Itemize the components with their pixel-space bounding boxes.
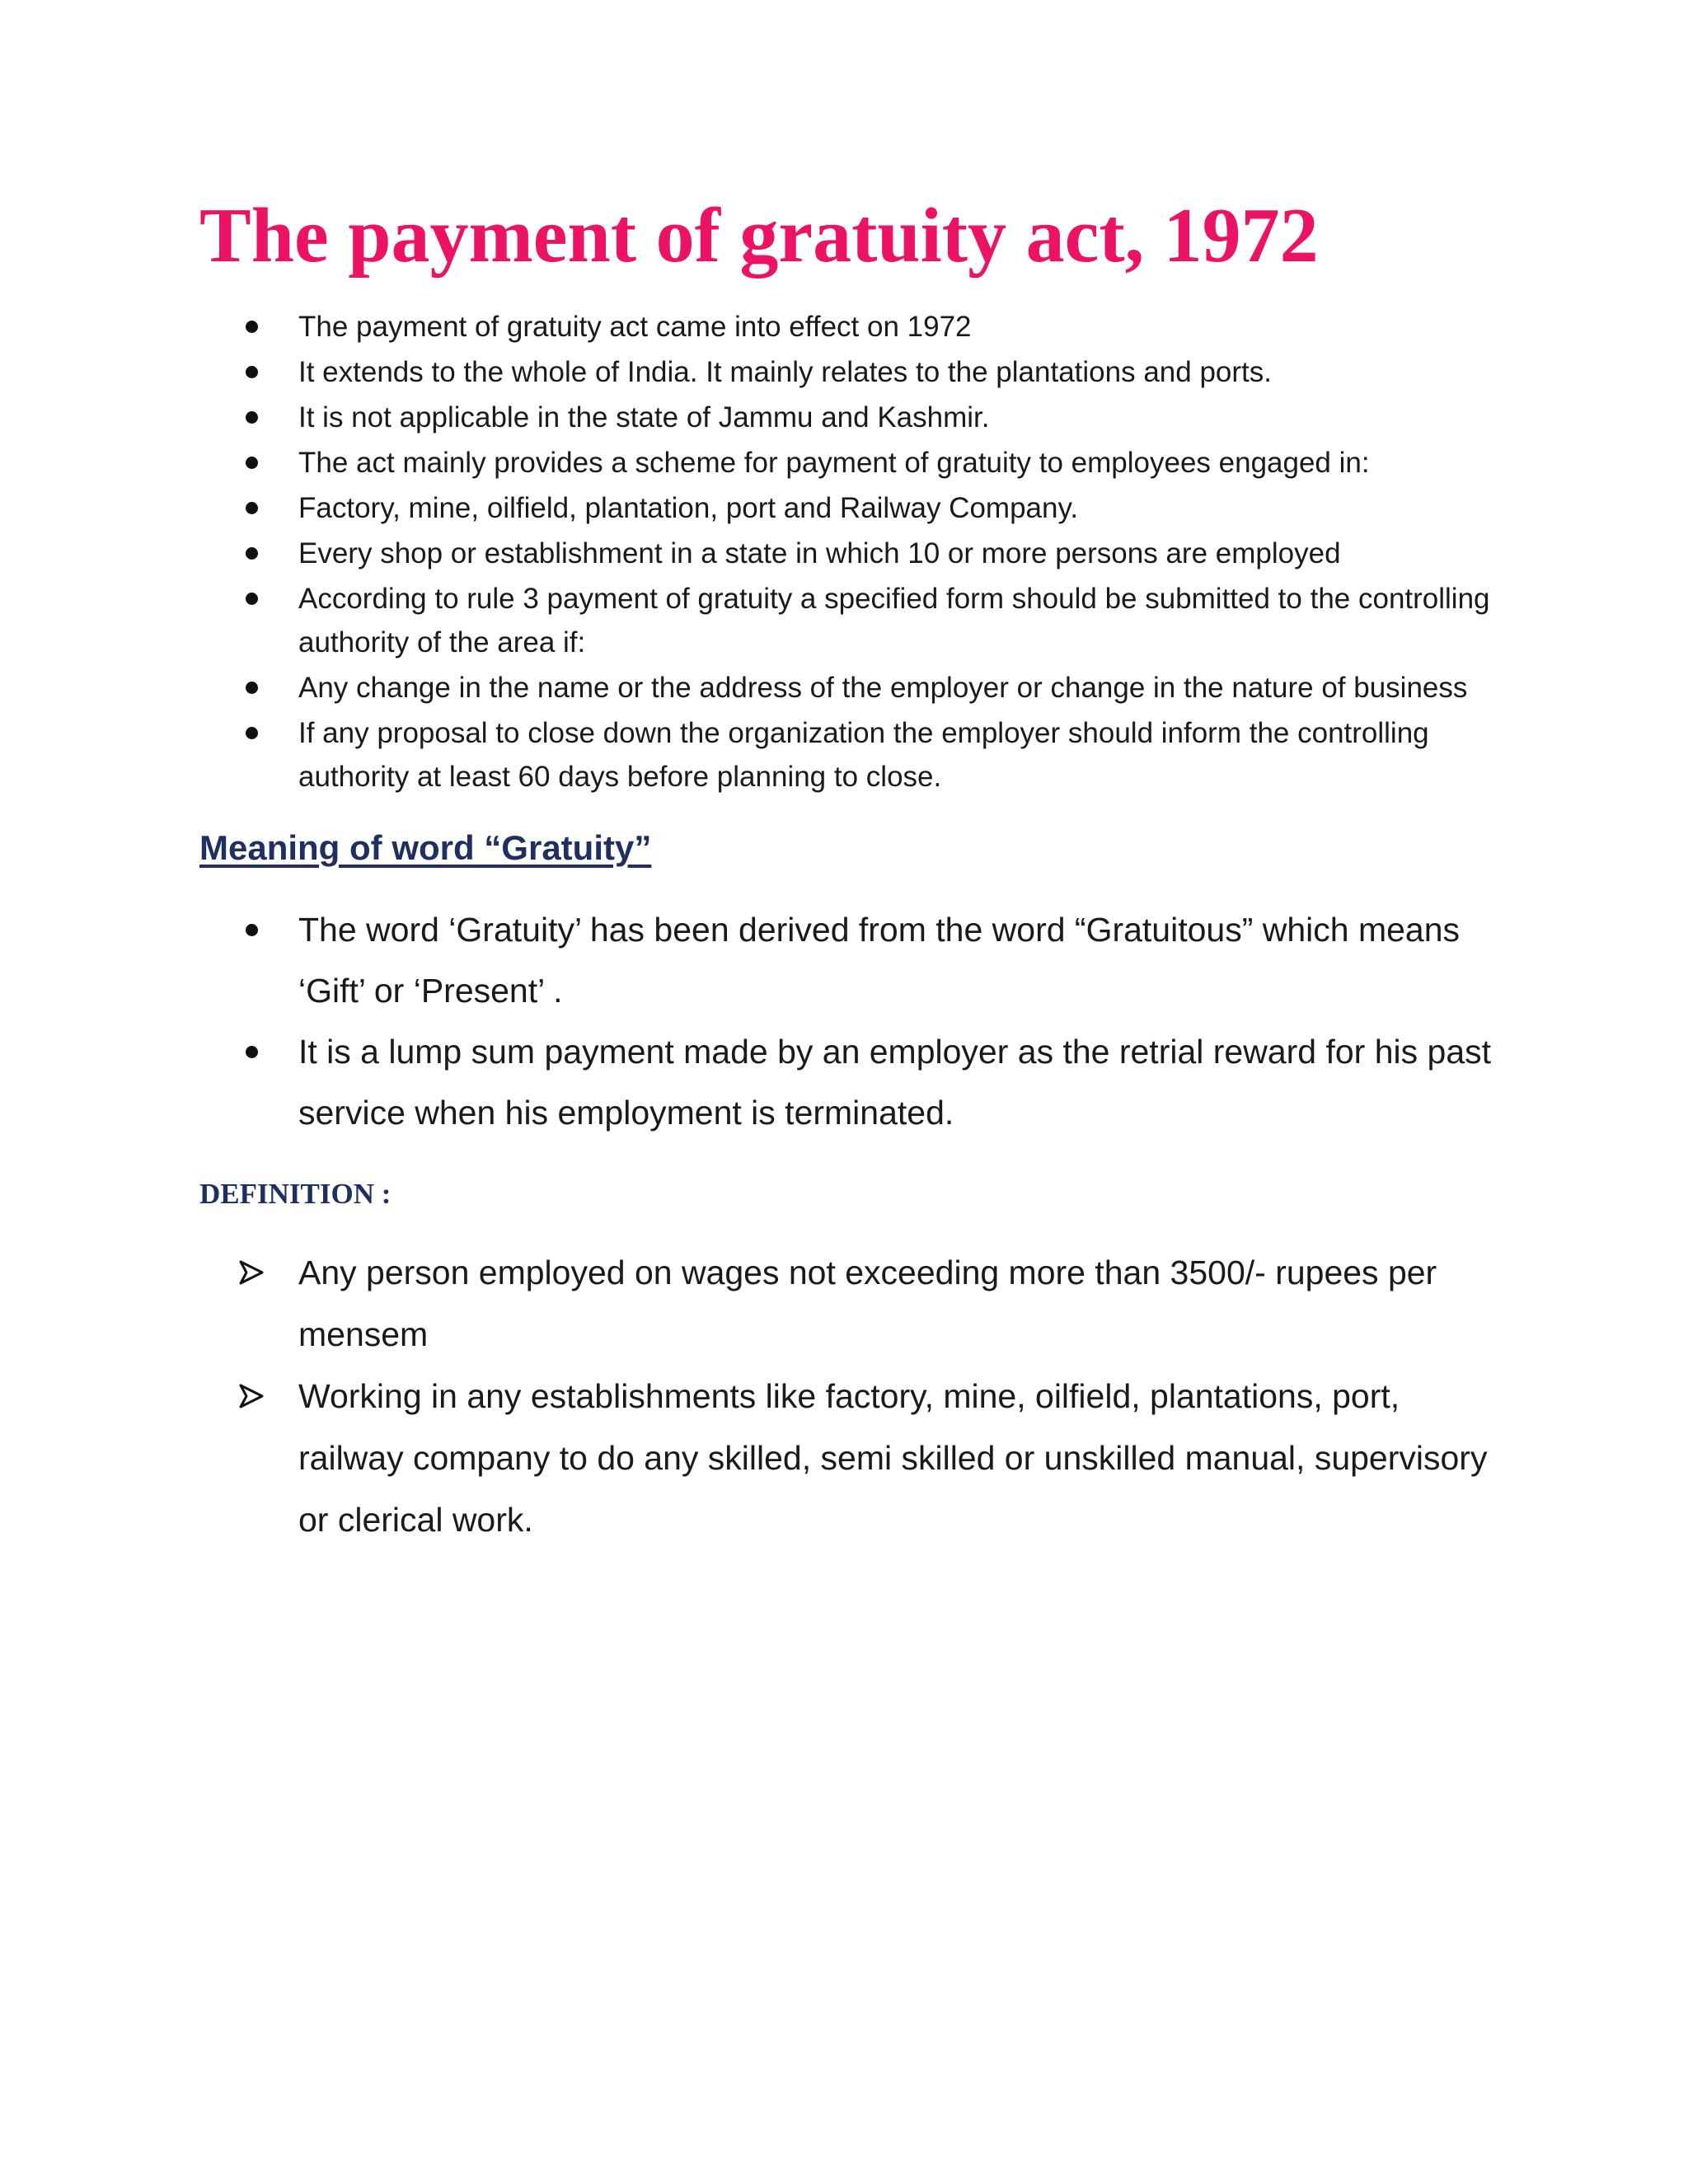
- list-item-text: Any change in the name or the address of the employer or change in the nature of business: [298, 672, 1468, 705]
- list-item-text: It is a lump sum payment made by an employer as the retrial reward for his past service when his employment is terminated.: [298, 1033, 1492, 1132]
- bullet-icon: [246, 924, 258, 936]
- bullet-icon: [246, 547, 258, 560]
- list-item: [199, 1366, 1502, 1551]
- list-item-text: Every shop or establishment in a state in which 10 or more persons are employed: [298, 537, 1341, 570]
- list-item-text: Working in any establishments like factory, mine, oilfield, plantations, port, railway company to do any skilled, semi skilled or unskilled manual, supervisory or clerical work.: [298, 1377, 1488, 1540]
- list-item: [199, 1242, 1502, 1366]
- bullet-icon: [246, 593, 258, 605]
- list-item-text: Any person employed on wages not exceeding more than 3500/- rupees per mensem: [298, 1254, 1437, 1354]
- list-item: [199, 577, 1502, 664]
- list-item: [199, 441, 1502, 485]
- bullet-icon: [246, 411, 258, 424]
- list-item-text: The word ‘Gratuity’ has been derived from the word “Gratuitous” which means ‘Gift’ or ‘Present’ .: [298, 911, 1461, 1010]
- list-item: [199, 899, 1502, 1021]
- meaning-heading: Meaning of word “Gratuity”: [199, 828, 652, 868]
- arrow-bullet-icon: [237, 1258, 265, 1286]
- list-item: [199, 532, 1502, 575]
- document-title: The payment of gratuity act, 1972: [199, 193, 1319, 279]
- list-item: [199, 350, 1502, 394]
- meaning-list: [199, 899, 1502, 1143]
- list-item-text: According to rule 3 payment of gratuity a specified form should be submitted to the controlling authority of the area if:: [298, 583, 1490, 659]
- list-item: [199, 396, 1502, 439]
- intro-list: [199, 305, 1502, 799]
- bullet-icon: [246, 366, 258, 378]
- bullet-icon: [246, 727, 258, 739]
- list-item: [199, 305, 1502, 349]
- list-item-text: The act mainly provides a scheme for payment of gratuity to employees engaged in:: [298, 447, 1370, 480]
- list-item: [199, 666, 1502, 710]
- bullet-icon: [246, 457, 258, 469]
- document-page: [199, 191, 1502, 1551]
- list-item-text: It extends to the whole of India. It mainly relates to the plantations and ports.: [298, 356, 1272, 389]
- bullet-icon: [246, 321, 258, 333]
- arrow-bullet-icon: [237, 1382, 265, 1410]
- bullet-icon: [246, 1046, 258, 1058]
- definition-heading: DEFINITION :: [199, 1178, 392, 1211]
- list-item-text: If any proposal to close down the organization the employer should inform the controlling authority at least 60 days before planning to close.: [298, 717, 1429, 794]
- list-item-text: Factory, mine, oilfield, plantation, port and Railway Company.: [298, 492, 1079, 525]
- list-item: [199, 1021, 1502, 1143]
- list-item: [199, 711, 1502, 799]
- list-item-text: The payment of gratuity act came into effect on 1972: [298, 311, 972, 344]
- list-item: [199, 486, 1502, 530]
- bullet-icon: [246, 682, 258, 694]
- definition-list: [199, 1242, 1502, 1551]
- bullet-icon: [246, 502, 258, 514]
- list-item-text: It is not applicable in the state of Jammu and Kashmir.: [298, 401, 990, 434]
